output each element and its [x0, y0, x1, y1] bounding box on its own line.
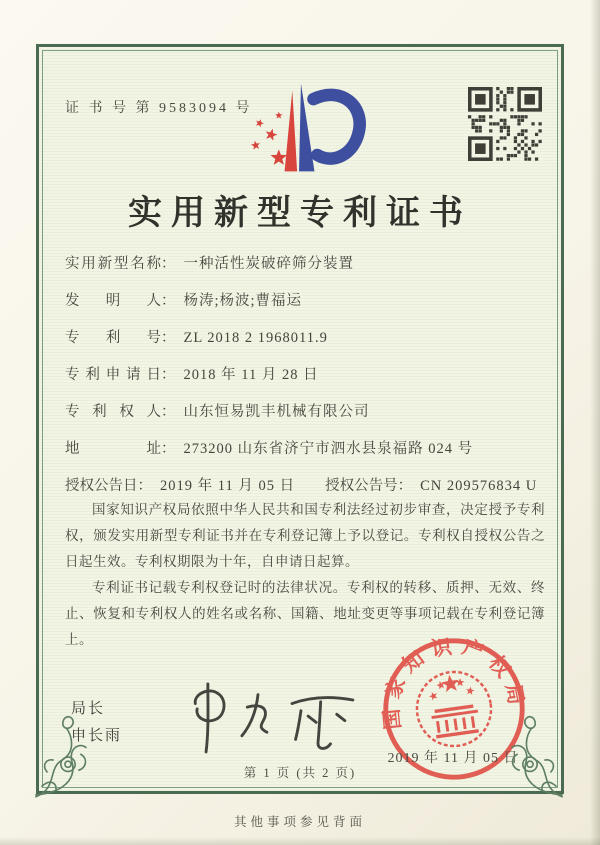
seal-text: 国家知识产权局: [379, 634, 529, 731]
field-value: 山东恒易凯丰机械有限公司: [183, 404, 370, 420]
field-colon: ：: [161, 330, 176, 346]
qr-code: [468, 87, 542, 161]
grant-date-value: 2019 年 11 月 05 日: [160, 478, 296, 494]
field-colon: ：: [161, 404, 176, 420]
field-value: 一种活性炭破碎筛分装置: [183, 256, 354, 272]
field-row-filing-date: [65, 363, 543, 385]
commissioner-role: 局长: [71, 700, 106, 717]
grant-number-value: CN 209576834 U: [420, 478, 538, 494]
certificate-title: 实用新型专利证书: [128, 195, 472, 232]
field-label: 专利申请日: [65, 367, 161, 383]
field-row-grant: [65, 474, 543, 496]
scan-edge-shadow: [590, 0, 600, 845]
field-row-patentee: [65, 400, 543, 422]
signature-shen-changyu: [181, 675, 369, 759]
field-value: 273200 山东省济宁市泗水县泉福路 024 号: [183, 441, 474, 457]
logo-red-wedge: [285, 90, 298, 171]
page-number: 第 1 页 (共 2 页): [243, 766, 357, 780]
logo-p-bowl: [313, 95, 359, 159]
corner-ornament: [489, 707, 571, 799]
field-row-patent-number: [65, 326, 543, 348]
logo-star: [275, 112, 282, 119]
certificate-number: 证 书 号 第 9583094 号: [65, 101, 253, 116]
field-colon: ：: [397, 478, 413, 494]
grant-number-label: 授权公告号: [325, 478, 398, 494]
field-value: 杨涛;杨波;曹福运: [183, 293, 303, 309]
scan-edge-shadow-bottom: [0, 837, 600, 845]
legal-paragraph-2: 专利证书记载专利权登记时的法律状况。专利权的转移、质押、无效、终止、恢复和专利权人的姓名或名称、国籍、地址变更等事项记载在专利登记簿上。: [65, 580, 545, 647]
logo-star-large: [271, 149, 288, 165]
seal-date: 2019 年 11 月 05 日: [387, 751, 519, 766]
field-colon: ：: [161, 293, 176, 309]
field-value: 2018 年 11 月 28 日: [183, 367, 319, 383]
seal-national-emblem: [412, 667, 496, 751]
logo-star: [256, 119, 264, 127]
field-label: 专利权人: [65, 404, 161, 420]
field-colon: ：: [161, 367, 176, 383]
field-label: 实用新型名称: [65, 256, 161, 272]
commissioner-name: 申长雨: [71, 727, 123, 744]
field-value: ZL 2018 2 1968011.9: [183, 330, 328, 346]
certificate-sheet: [36, 44, 564, 794]
grant-date-label: 授权公告日: [65, 478, 138, 494]
cnipa-logo: [230, 75, 370, 181]
field-label: 专利号: [65, 330, 161, 346]
field-colon: ：: [161, 256, 176, 272]
logo-star: [251, 141, 260, 150]
corner-ornament: [27, 707, 109, 799]
logo-star: [266, 129, 278, 141]
field-colon: ：: [161, 441, 176, 457]
field-row-invention-name: [65, 252, 543, 274]
back-side-note: 其他事项参见背面: [233, 815, 366, 829]
field-label: 发明人: [65, 293, 161, 309]
field-row-inventors: [65, 289, 543, 311]
field-colon: ：: [137, 478, 152, 494]
field-list: [65, 252, 543, 511]
field-row-address: [65, 437, 543, 459]
legal-paragraph-1: 国家知识产权局依照中华人民共和国专利法经过初步审查，决定授予专利权，颁发实用新型专利证书并在专利登记簿上予以登记。专利权自授权公告之日起生效。专利权期限为十年，自申请日起算。: [65, 502, 545, 569]
field-label: 地址: [65, 441, 161, 457]
